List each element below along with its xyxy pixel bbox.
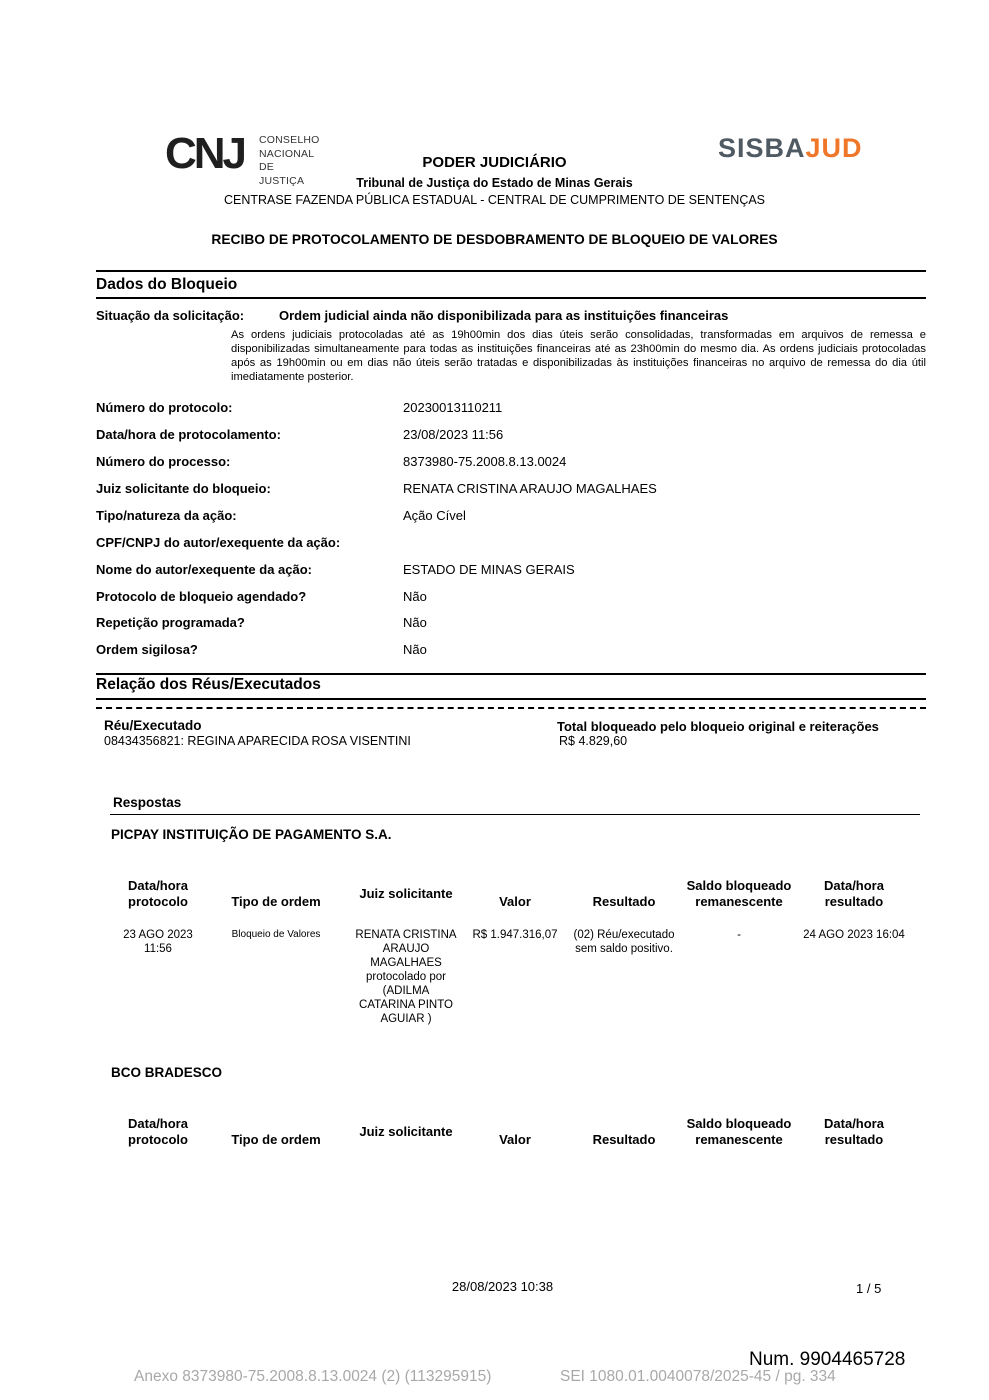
- cell-valor: R$ 1.947.316,07: [472, 929, 558, 941]
- field-label: Tipo/natureza da ação:: [96, 508, 237, 523]
- header-line: Data/hora: [128, 878, 188, 893]
- col-header-valor: Valor: [499, 894, 531, 909]
- poder-judiciario-heading: PODER JUDICIÁRIO: [422, 154, 567, 171]
- total-header: Total bloqueado pelo bloqueio original e reiterações: [557, 719, 879, 734]
- field-value: ESTADO DE MINAS GERAIS: [403, 562, 575, 577]
- col-header-data-resultado: [804, 1116, 904, 1148]
- col-header-saldo: [678, 1116, 800, 1148]
- cell-line: sem saldo positivo.: [575, 943, 673, 955]
- col-header-data-protocolo: [112, 878, 204, 910]
- cell-line: MAGALHAES: [370, 957, 442, 969]
- field-label: CPF/CNPJ do autor/exequente da ação:: [96, 535, 341, 550]
- col-header-tipo-ordem: Tipo de ordem: [231, 894, 321, 909]
- cell-data-protocolo: [112, 928, 204, 956]
- field-value: Não: [403, 615, 427, 630]
- header-line: Data/hora: [128, 1116, 188, 1131]
- cnj-line-3: DE JUSTIÇA: [259, 161, 305, 187]
- cell-line: 23 AGO 2023: [123, 929, 193, 941]
- cell-line: (ADILMA: [382, 985, 430, 997]
- field-value: 23/08/2023 11:56: [403, 427, 504, 442]
- field-value: Não: [403, 589, 427, 604]
- sisbajud-logo-part1: SISBA: [718, 133, 806, 163]
- cnj-line-2: NACIONAL: [259, 147, 315, 160]
- section-divider: [96, 297, 926, 299]
- header-line: remanescente: [695, 1132, 783, 1147]
- situacao-description: As ordens judiciais protocoladas até as 19h00min dos dias úteis serão consolidadas, transformadas em arquivos de remessa e disponibilizadas simultaneamente para todas as instituições financeiras até as 23h00min do mesmo dia. As ordens judiciais protocoladas após as 19h00min ou em dias não úteis serão tratadas e disponibilizadas às instituições financeiras no arquivo de remessa do dia útil imediatamente posterior.: [231, 329, 926, 383]
- reus-section-title: Relação dos Réus/Executados: [96, 676, 321, 693]
- field-value: RENATA CRISTINA ARAUJO MAGALHAES: [403, 481, 657, 496]
- sei-watermark: SEI 1080.01.0040078/2025-45 / pg. 334: [560, 1368, 836, 1385]
- col-header-saldo: [678, 878, 800, 910]
- document-number: Num. 9904465728: [749, 1349, 906, 1370]
- field-value: Não: [403, 642, 427, 657]
- header-line: protocolo: [128, 1132, 188, 1147]
- header-line: Saldo bloqueado: [686, 878, 792, 893]
- col-header-data-protocolo: [112, 1116, 204, 1148]
- header-line: resultado: [824, 1132, 884, 1147]
- section-divider: [96, 698, 926, 700]
- reu-header: Réu/Executado: [104, 718, 202, 733]
- col-header-data-resultado: [804, 878, 904, 910]
- field-label: Número do processo:: [96, 454, 231, 469]
- col-header-resultado: Resultado: [592, 894, 656, 909]
- document-title: RECIBO DE PROTOCOLAMENTO DE DESDOBRAMENTO DE BLOQUEIO DE VALORES: [211, 232, 778, 247]
- cell-line: 11:56: [144, 943, 172, 955]
- anexo-watermark: Anexo 8373980-75.2008.8.13.0024 (2) (113295915): [134, 1368, 492, 1385]
- cell-saldo: -: [737, 929, 741, 941]
- respostas-divider: [110, 814, 920, 815]
- cell-tipo-ordem: Bloqueio de Valores: [231, 929, 321, 940]
- cell-data-resultado: 24 AGO 2023 16:04: [803, 929, 905, 941]
- reu-value: 08434356821: REGINA APARECIDA ROSA VISENTINI: [104, 734, 411, 748]
- cell-line: CATARINA PINTO: [359, 999, 453, 1011]
- cnj-logo-mark: CNJ: [165, 129, 245, 178]
- col-header-resultado: Resultado: [592, 1132, 656, 1147]
- page-number: 1 / 5: [856, 1281, 882, 1296]
- field-label: Ordem sigilosa?: [96, 642, 198, 657]
- cnj-line-1: CONSELHO: [259, 134, 320, 146]
- field-label: Data/hora de protocolamento:: [96, 427, 281, 442]
- institution-name: PICPAY INSTITUIÇÃO DE PAGAMENTO S.A.: [111, 827, 392, 842]
- total-value: R$ 4.829,60: [559, 734, 628, 748]
- field-value: 8373980-75.2008.8.13.0024: [403, 454, 567, 469]
- tribunal-name: Tribunal de Justiça do Estado de Minas Gerais: [356, 176, 633, 190]
- field-value: Ação Cível: [403, 508, 466, 523]
- cell-line: (02) Réu/executado: [573, 929, 675, 941]
- cell-line: RENATA CRISTINA: [355, 929, 457, 941]
- centrase-name: CENTRASE FAZENDA PÚBLICA ESTADUAL - CENTRAL DE CUMPRIMENTO DE SENTENÇAS: [223, 193, 766, 207]
- dashed-divider: [96, 707, 926, 709]
- col-header-tipo-ordem: Tipo de ordem: [231, 1132, 321, 1147]
- cell-line: ARAUJO: [382, 943, 430, 955]
- field-label: Juiz solicitante do bloqueio:: [96, 481, 271, 496]
- cell-juiz: [346, 928, 466, 1026]
- respostas-title: Respostas: [113, 795, 182, 810]
- situacao-value: Ordem judicial ainda não disponibilizada para as instituições financeiras: [279, 308, 729, 323]
- header-line: Data/hora: [824, 878, 884, 893]
- field-label: Número do protocolo:: [96, 400, 233, 415]
- header-line: protocolo: [128, 894, 188, 909]
- field-label: Repetição programada?: [96, 615, 245, 630]
- situacao-label: Situação da solicitação:: [96, 308, 245, 323]
- section-divider: [96, 673, 926, 675]
- col-header-valor: Valor: [499, 1132, 531, 1147]
- header-line: remanescente: [695, 894, 783, 909]
- header-line: Data/hora: [824, 1116, 884, 1131]
- header-line: resultado: [824, 894, 884, 909]
- institution-name: BCO BRADESCO: [111, 1065, 223, 1080]
- section-divider: [96, 270, 926, 272]
- sisbajud-logo-part2: JUD: [805, 133, 863, 163]
- cell-line: AGUIAR ): [380, 1013, 432, 1025]
- cell-line: protocolado por: [366, 971, 446, 983]
- dados-section-title: Dados do Bloqueio: [96, 276, 238, 293]
- field-value: 20230013110211: [403, 400, 503, 415]
- col-header-juiz: Juiz solicitante: [359, 1124, 453, 1139]
- field-label: Nome do autor/exequente da ação:: [96, 562, 312, 577]
- cell-resultado: [566, 928, 682, 956]
- footer-date: 28/08/2023 10:38: [451, 1279, 554, 1294]
- field-label: Protocolo de bloqueio agendado?: [96, 589, 307, 604]
- col-header-juiz: Juiz solicitante: [359, 886, 453, 901]
- header-line: Saldo bloqueado: [686, 1116, 792, 1131]
